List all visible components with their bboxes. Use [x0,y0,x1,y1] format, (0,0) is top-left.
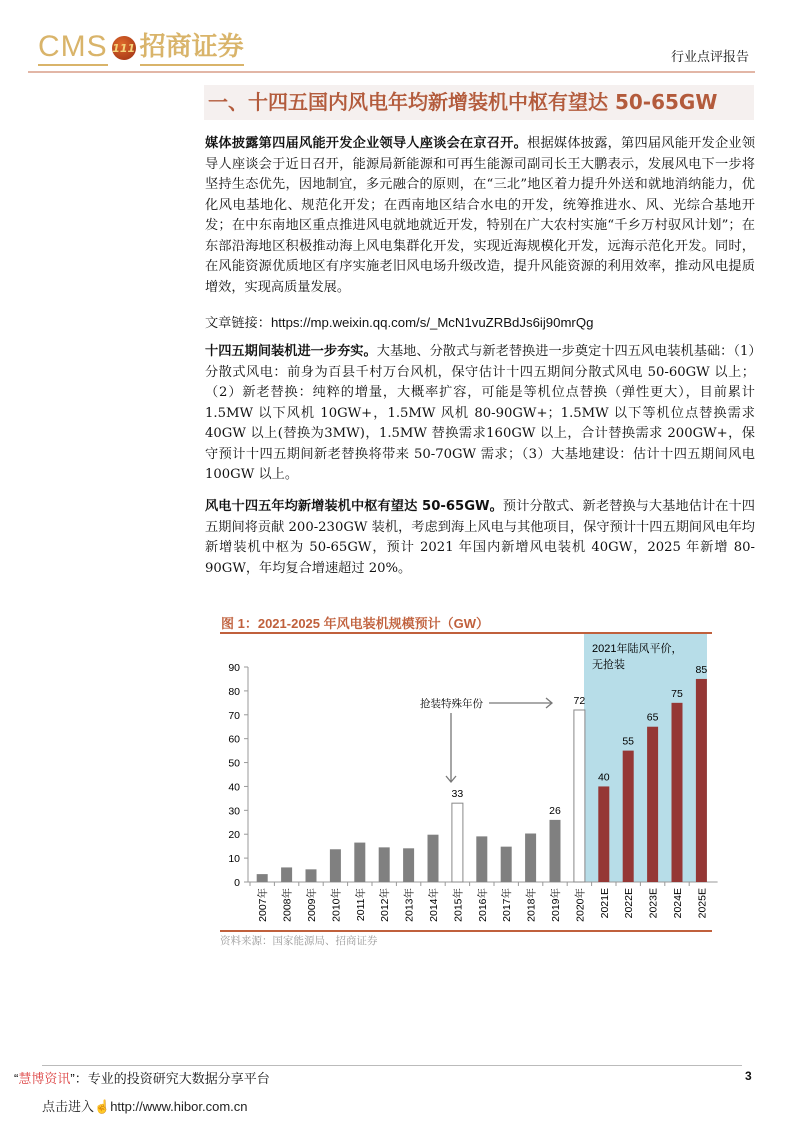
bar-2019年 [550,820,561,882]
chart-top-rule [220,632,712,634]
paragraph-lead: 风电十四五年均新增装机中枢有望达 50-65GW。 [205,499,503,514]
bar-2025E [696,679,707,882]
shaded-note-line1: 2021年陆风平价， [592,643,683,655]
page-number: 3 [745,1069,752,1083]
bar-2012年 [379,847,390,882]
bar-2009年 [306,869,317,882]
x-tick-label: 2016年 [476,888,489,922]
bar-2018年 [525,834,536,882]
bar-2015年 [452,803,463,882]
x-tick-label: 2008年 [281,888,294,922]
x-tick-label: 2009年 [306,888,318,922]
paragraph-media [205,134,755,298]
x-tick-label: 2015年 [452,888,465,922]
data-label: 55 [622,735,635,748]
hand-pointer-icon: ☝ [94,1099,111,1114]
bar-2014年 [428,835,439,882]
bar-2016年 [476,836,487,882]
y-tick-label: 10 [228,853,240,866]
logo-cn: 招商证券 [140,30,244,66]
footer-brand-line: “慧博资讯”：专业的投资研究大数据分享平台 [14,1071,270,1086]
wind-installation-chart [200,610,760,950]
bar-2024E [672,703,683,882]
footer-url[interactable]: http://www.hibor.com.cn [110,1099,248,1114]
x-tick-label: 2024E [672,888,684,919]
data-label: 40 [597,771,610,784]
report-type: 行业点评报告 [670,50,749,65]
bar-2021E [598,786,609,882]
article-link-line [205,313,755,335]
article-link[interactable]: https://mp.weixin.qq.com/s/_McN1vuZRBdJs6ij90mrQg [270,315,594,330]
x-tick-label: 2017年 [501,888,514,922]
x-tick-label: 2013年 [403,888,416,922]
paragraph-body: 预计分散式、新老替换与大基地估计在十四五期间将贡献 200-230GW 装机，考虑到海上风电与其他项目，保守预计十四五期间风电年均新增装机中枢为 50-65GW，预计 2021 年国内新增风电装机 40GW，2025 年新增 80-90GW，年均复合增速超过 20%。 [205,499,755,576]
bar-2017年 [501,847,512,882]
data-label: 65 [646,711,659,724]
data-label: 33 [451,788,464,801]
bar-2022E [623,751,634,882]
x-tick-label: 2010年 [330,888,343,922]
company-logo [38,28,244,68]
footer-enter: 点击进入 [42,1099,95,1114]
link-label: 文章链接： [205,316,271,331]
y-tick-label: 30 [228,805,240,818]
logo-text: CMS [38,30,108,66]
x-tick-label: 2025E [696,888,709,919]
x-tick-label: 2019年 [550,888,562,922]
y-tick-label: 0 [234,877,240,889]
x-tick-label: 2012年 [379,888,392,922]
footer-tagline: 专业的投资研究大数据分享平台 [87,1071,270,1086]
bar-2023E [647,727,658,882]
paragraph-lead: 十四五期间装机进一步夯实。 [205,344,377,359]
data-label: 72 [573,695,586,707]
y-tick-label: 70 [228,709,240,722]
chart-title: 图 1：2021-2025 年风电装机规模预计（GW） [221,616,490,631]
bar-2010年 [330,849,341,882]
paragraph-forecast [205,497,755,579]
y-tick-label: 80 [228,685,240,698]
y-tick-label: 50 [228,757,240,770]
header-divider [28,71,755,73]
y-tick-label: 40 [228,781,240,794]
annotation-label: 抢装特殊年份 [420,698,483,710]
footer-divider [42,1065,742,1066]
shaded-note-line2: 无抢装 [592,659,625,671]
x-tick-label: 2020年 [574,888,587,922]
y-tick-label: 60 [228,733,240,746]
x-tick-label: 2022E [623,888,636,919]
data-label: 75 [671,687,683,700]
bar-2013年 [403,848,414,882]
footer-brand[interactable]: 慧博资讯 [18,1071,71,1086]
x-tick-label: 2014年 [428,888,440,922]
data-label: 85 [695,663,708,676]
x-tick-label: 2018年 [525,888,538,922]
paragraph-body: 大基地、分散式与新老替换进一步奠定十四五风电装机基础：（1）分散式风电：前身为百县千村万台风机，保守估计十四五期间分散式风电 50-60GW 以上；（2）新老替换：纯粹的增量，大概率扩容，可能是等机位点替换（弹性更大），目前累计 1.5MW 以下风机 10GW+，1.5MW 风机 80-90GW+；1.5MW 以下等机位点替换需求40GW 以上(替换为3MW)，1.5MW 替换需求160GW 以上，合计替换需求 200GW+，保守预计十四五期间新老替换将带来 50-70GW 需求；（3）大基地建设：估计十四五期间风电 100GW 以上。 [205,344,755,482]
paragraph-lead: 媒体披露第四届风能开发企业领导人座谈会在京召开。 [205,136,528,151]
paragraph-14th-plan [205,342,755,486]
x-tick-label: 2011年 [354,888,367,922]
data-label: 26 [549,804,561,817]
bar-2007年 [257,874,268,882]
logo-badge-icon: 111 [112,36,136,60]
bar-2011年 [354,843,365,882]
chart-bottom-rule [220,930,712,932]
chart-source: 资料来源：国家能源局、招商证券 [220,935,378,947]
bar-2020年 [574,710,585,882]
x-tick-label: 2007年 [257,888,270,922]
y-tick-label: 20 [228,829,240,842]
footer-link-line [42,1096,247,1115]
section-title: 一、十四五国内风电年均新增装机中枢有望达 50-65GW [204,85,754,120]
x-tick-label: 2021E [598,888,611,919]
y-tick-label: 90 [228,662,240,674]
bar-2008年 [281,867,292,882]
paragraph-body: 根据媒体披露，第四届风能开发企业领导人座谈会于近日召开，能源局新能源和可再生能源司副司长王大鹏表示，发展风电下一步将坚持生态优先，因地制宜，多元融合的原则，在“三北”地区着力提升外送和就地消纳能力，优化风电基地化、规范化开发；在西南地区结合水电的开发，统筹推进水、风、光综合基地开发；在中东南地区重点推进风电就地就近开发，特别在广大农村实施“千乡万村驭风计划”；在东部沿海地区积极推动海上风电集群化开发，实现近海规模化开发，远海示范化开发。同时，在风能资源优质地区有序实施老旧风电场升级改造，提升风能资源的利用效率，推动风电提质增效，实现高质量发展。 [205,136,756,295]
x-tick-label: 2023E [647,888,660,919]
